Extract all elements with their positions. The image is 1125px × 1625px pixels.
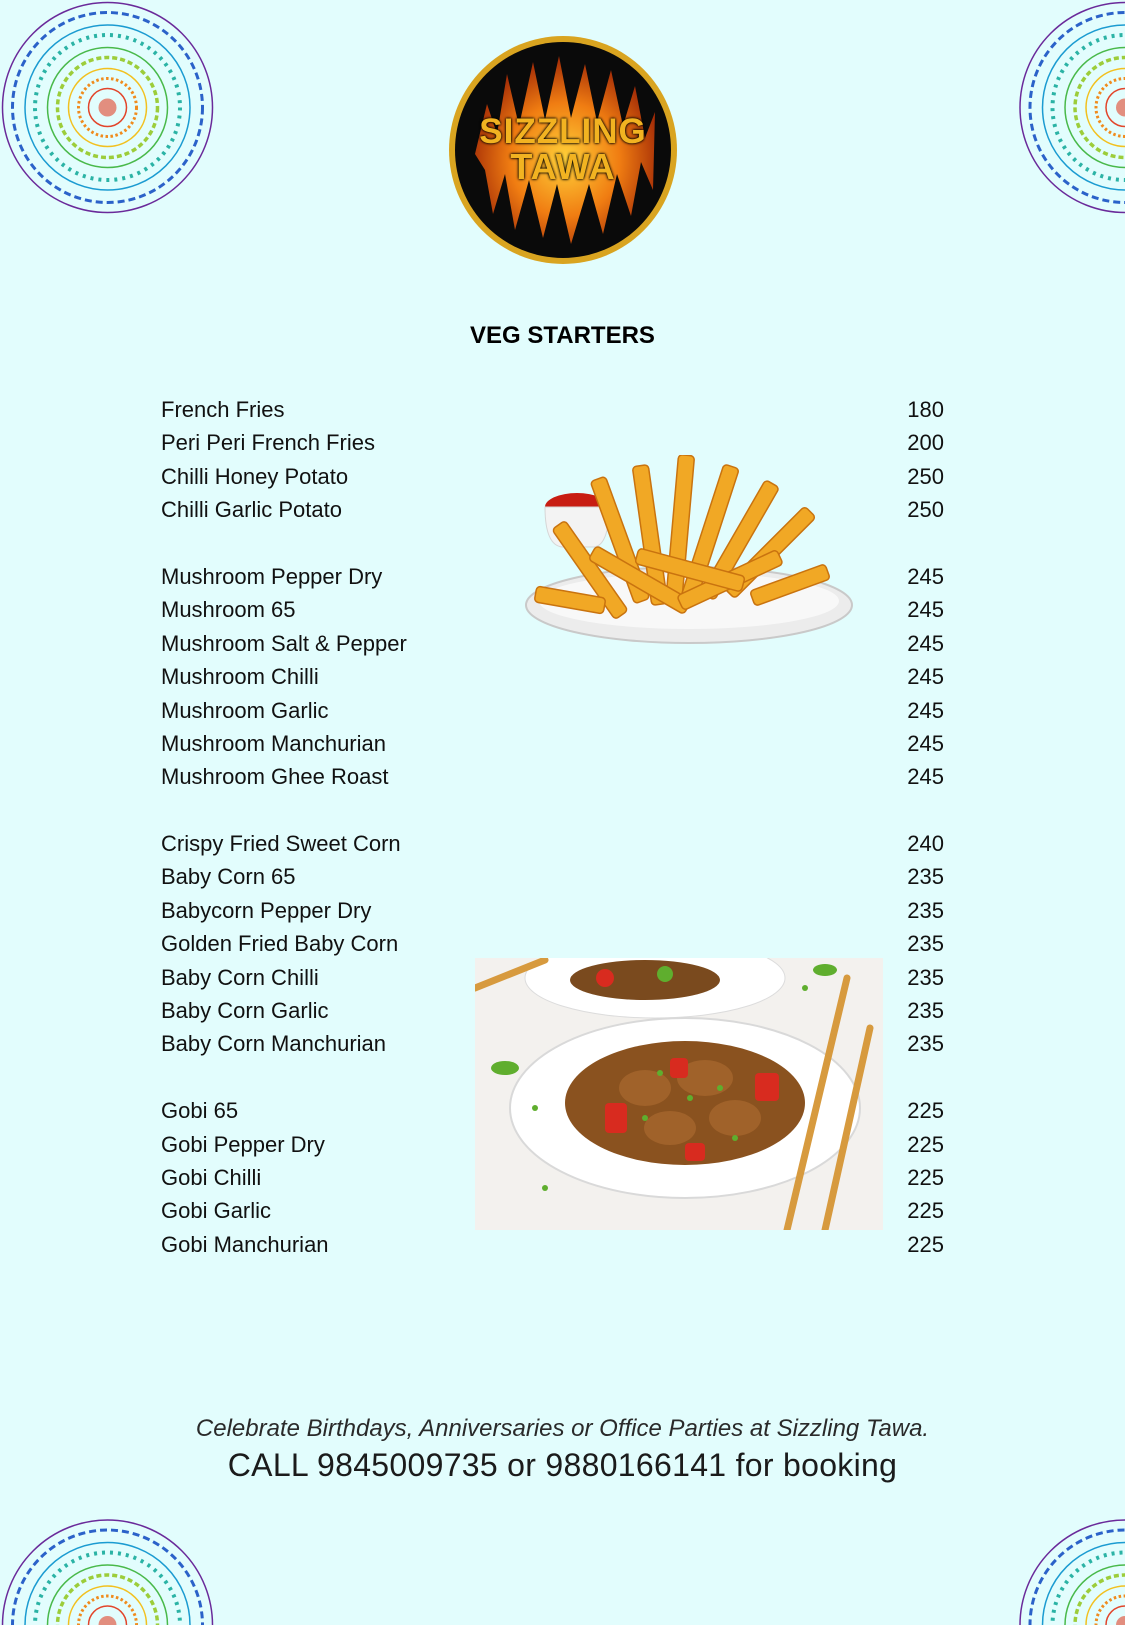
menu-item-name: Gobi 65 bbox=[161, 1098, 239, 1124]
menu-item-name: Mushroom Manchurian bbox=[161, 730, 386, 756]
booking-phone-line: CALL 9845009735 or 9880166141 for booking bbox=[227, 1447, 898, 1483]
menu-item-price: 225 bbox=[907, 1231, 944, 1257]
menu-item-price: 225 bbox=[907, 1098, 944, 1124]
menu-item-price: 245 bbox=[907, 764, 944, 790]
menu-item-price: 245 bbox=[907, 630, 944, 656]
menu-item-name: French Fries bbox=[161, 397, 285, 422]
menu-item-name: Golden Fried Baby Corn bbox=[161, 931, 399, 957]
menu-item-price: 240 bbox=[907, 831, 944, 857]
menu-item-name: Mushroom Garlic bbox=[161, 697, 329, 723]
menu-item-name: Baby Corn Chilli bbox=[161, 964, 319, 990]
menu-item-price: 235 bbox=[907, 1031, 944, 1057]
menu-item-price: 225 bbox=[907, 1198, 944, 1224]
menu-item-price: 245 bbox=[907, 697, 944, 723]
group-spacer bbox=[161, 794, 944, 827]
menu-item-name: Chilli Honey Potato bbox=[161, 463, 349, 489]
menu-item bbox=[161, 694, 944, 727]
menu-item-name: Mushroom Chilli bbox=[161, 664, 319, 690]
menu-item-price: 180 bbox=[907, 397, 944, 422]
menu-item-name: Mushroom 65 bbox=[161, 597, 296, 623]
menu-item-name: Gobi Garlic bbox=[161, 1198, 272, 1224]
menu-item-price: 225 bbox=[907, 1164, 944, 1190]
menu-item-price: 245 bbox=[907, 563, 944, 589]
menu-item-name: Baby Corn 65 bbox=[161, 864, 296, 890]
menu-item-price: 250 bbox=[907, 497, 944, 523]
menu-item-name: Gobi Chilli bbox=[161, 1164, 262, 1190]
chilli-bowl-icon bbox=[475, 958, 883, 1230]
mandala-top-right-icon bbox=[910, 0, 1125, 215]
logo-text-line1: SIZZLING bbox=[479, 112, 647, 151]
menu-item-price: 245 bbox=[907, 597, 944, 623]
menu-item-name: Mushroom Pepper Dry bbox=[161, 563, 383, 589]
menu-item-name: Baby Corn Garlic bbox=[161, 998, 329, 1024]
menu-item-price: 250 bbox=[907, 463, 944, 489]
menu-item-price: 235 bbox=[907, 964, 944, 990]
menu-item-price: 235 bbox=[907, 897, 944, 923]
menu-item bbox=[161, 393, 944, 426]
menu-item bbox=[161, 760, 944, 793]
menu-item-name: Gobi Pepper Dry bbox=[161, 1131, 325, 1157]
menu-item bbox=[161, 660, 944, 693]
restaurant-logo bbox=[447, 34, 679, 266]
logo-text-line2: TAWA bbox=[510, 146, 616, 187]
french-fries-icon bbox=[522, 455, 857, 650]
footer-tagline: Celebrate Birthdays, Anniversaries or Office Parties at Sizzling Tawa. bbox=[195, 1415, 930, 1442]
menu-item-name: Peri Peri French Fries bbox=[161, 430, 375, 456]
menu-item-price: 235 bbox=[907, 864, 944, 890]
menu-item-name: Mushroom Ghee Roast bbox=[161, 764, 389, 790]
menu-item-name: Chilli Garlic Potato bbox=[161, 497, 342, 523]
section-title: VEG STARTERS bbox=[470, 322, 655, 349]
menu-item-name: Babycorn Pepper Dry bbox=[161, 897, 372, 923]
menu-item-name: Mushroom Salt & Pepper bbox=[161, 630, 407, 656]
mandala-top-left-icon bbox=[0, 0, 215, 215]
menu-item bbox=[161, 894, 944, 927]
menu-item-price: 200 bbox=[907, 430, 944, 456]
menu-item-price: 235 bbox=[907, 931, 944, 957]
menu-item-price: 245 bbox=[907, 664, 944, 690]
menu-item-name: Crispy Fried Sweet Corn bbox=[161, 831, 401, 857]
menu-item-name: Gobi Manchurian bbox=[161, 1231, 329, 1257]
menu-item bbox=[161, 927, 944, 960]
menu-item-price: 245 bbox=[907, 730, 944, 756]
chilli-babycorn-bowl-photo bbox=[475, 958, 883, 1230]
menu-item bbox=[161, 727, 944, 760]
menu-item-name: Baby Corn Manchurian bbox=[161, 1031, 387, 1057]
menu-item bbox=[161, 860, 944, 893]
menu-item-price: 235 bbox=[907, 998, 944, 1024]
menu-item-price: 225 bbox=[907, 1131, 944, 1157]
menu-item bbox=[161, 1228, 944, 1261]
menu-item bbox=[161, 827, 944, 860]
french-fries-photo bbox=[522, 455, 857, 650]
